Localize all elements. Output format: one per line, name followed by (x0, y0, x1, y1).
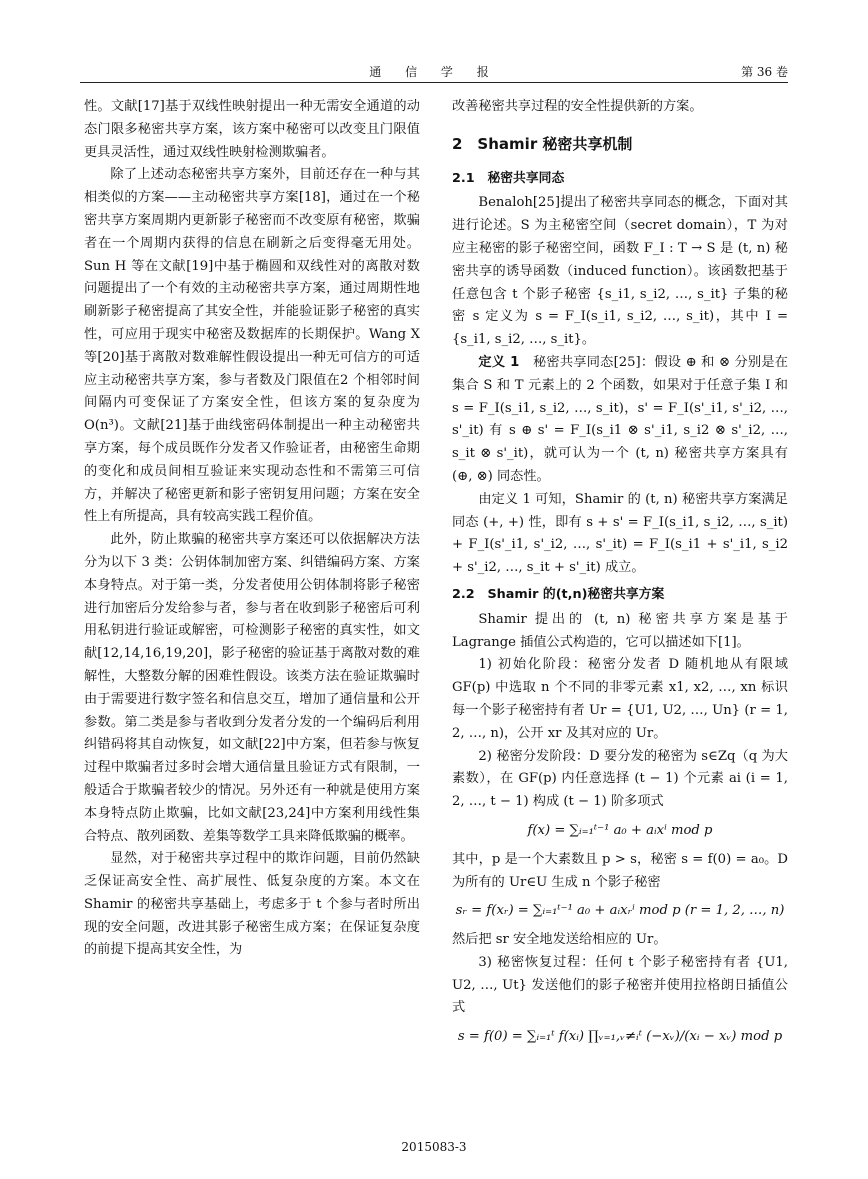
definition-text: 秘密共享同态[25]：假设 ⊕ 和 ⊗ 分别是在集合 S 和 T 元素上的 2 个函数，如果对于任意子集 I 和 s = F_I(s_i1, s_i2, …, s_it)，s' = F_I(s'_i1, s'_i2, …, s'_it) 有 s ⊕ s' = F_I(s_i1 ⊗ s'_i1, s_i2 ⊗ s'_i2, …, s_it ⊗ s'_it)，就可认为一个 (t, n) 秘密共享方案具有 (⊕, ⊗) 同态性。 (452, 354, 788, 484)
paragraph: 3) 秘密恢复过程：任何 t 个影子秘密持有者 {U1, U2, …, Ut} 发送他们的影子秘密并使用拉格朗日插值公式 (452, 954, 788, 1016)
paragraph: 此外，防止欺骗的秘密共享方案还可以依据解决方法分为以下 3 类：公钥体制加密方案、纠错编码方案、方案本身特点。对于第一类，分发者使用公钥体制将影子秘密进行加密后分发给参与者，参与者在收到影子秘密后可利用私钥进行验证或解密，可检测影子秘密的真实性，如文献[12,14,16,19,20]，影子秘密的验证基于离散对数的难解性，大整数分解的困难性假设。该类方法在验证欺骗时由于需要进行数字签名和信息交互，增加了通信量和公开参数。第二类是参与者收到分发者分发的一个编码后利用纠错码将其自动恢复，如文献[22]中方案，但若参与恢复过程中欺骗者过多时会增大通信量且验证方式有限制，一般适合于欺骗者较少的情况。另外还有一种就是使用方案本身特点防止欺骗，比如文献[23,24]中方案利用线性集合特点、散列函数、差集等数学工具来降低欺骗的概率。 (84, 532, 420, 844)
paragraph: 其中，p 是一个大素数且 p > s，秘密 s = f(0) = a₀。D 为所有的 Ur∈U 生成 n 个影子秘密 (452, 851, 788, 890)
journal-name: 通 信 学 报 (369, 65, 499, 79)
page-header (80, 60, 788, 83)
equation: sᵣ = f(xᵣ) = ∑ᵢ₌₁ᵗ⁻¹ a₀ + aᵢxᵣⁱ mod p (r = 1, 2, …, n) (455, 903, 785, 919)
left-column (84, 96, 420, 962)
paragraph: 改善秘密共享过程的安全性提供新的方案。 (452, 99, 703, 114)
volume-label: 第 36 卷 (741, 65, 788, 79)
paragraph: 1) 初始化阶段：秘密分发者 D 随机地从有限域 GF(p) 中选取 n 个不同的非零元素 x1, x2, …, xn 标识每一个影子秘密持有者 Ur = {U1, U2, …, Un} (r = 1, 2, …, n)，公开 xr 及其对应的 Ur。 (452, 657, 788, 741)
equation: s = f(0) = ∑ᵢ₌₁ᵗ f(xᵢ) ∏ᵥ₌₁,ᵥ≠ᵢᵗ (−xᵥ)/(xᵢ − xᵥ) mod p (457, 1029, 783, 1045)
definition (452, 352, 788, 489)
paragraph: 显然，对于秘密共享过程中的欺诈问题，目前仍然缺乏保证高安全性、高扩展性、低复杂度的方案。本文在 Shamir 的秘密共享基础上，考虑多于 t 个参与者时所出现的安全问题，改进其影子秘密生成方案；在保证复杂度的前提下提高其安全性，为 (84, 851, 420, 958)
subsection-heading: 2.2 Shamir 的(t,n)秘密共享方案 (452, 586, 665, 602)
section-heading: 2 Shamir 秘密共享机制 (452, 134, 633, 153)
paragraph: 性。文献[17]基于双线性映射提出一种无需安全通道的动态门限多秘密共享方案，该方案中秘密可以改变且门限值更具灵活性，通过双线性映射检测欺骗者。 (84, 99, 420, 160)
paragraph: Shamir 提出的 (t, n) 秘密共享方案是基于 Lagrange 插值公式构造的，它可以描述如下[1]。 (452, 611, 788, 650)
paragraph: 2) 秘密分发阶段：D 要分发的秘密为 s∈Zq（q 为大素数），在 GF(p) 内任意选择 (t − 1) 个元素 ai (i = 1, 2, …, t − 1) 构成 (t − 1) 阶多项式 (452, 748, 788, 810)
equation: f(x) = ∑ᵢ₌₁ᵗ⁻¹ a₀ + aᵢxⁱ mod p (527, 822, 713, 838)
paragraph: 然后把 sr 安全地发送给相应的 Ur。 (452, 932, 667, 948)
paragraph: 由定义 1 可知，Shamir 的 (t, n) 秘密共享方案满足同态 (+, +) 性，即有 s + s' = F_I(s_i1, s_i2, …, s_it) + F_I(s'_i1, s'_i2, …, s'_it) = F_I(s_i1 + s'_i1, s_i2 + s'_i2, …, s_it + s'_it) 成立。 (452, 491, 788, 576)
right-column (452, 96, 788, 1055)
definition-label: 定义 1 (478, 354, 520, 370)
paragraph: Benaloh[25]提出了秘密共享同态的概念，下面对其进行论述。S 为主秘密空间（secret domain），T 为对应主秘密的影子秘密空间，函数 F_I : T → S 是 (t, n) 秘密共享的诱导函数（induced function）。该函数把基于任意包含 t 个影子秘密 {s_i1, s_i2, …, s_it} 子集的秘密 s 定义为 s = F_I(s_i1, s_i2, …, s_it)，其中 I = {s_i1, s_i2, …, s_it}。 (452, 195, 788, 348)
subsection-heading: 2.1 秘密共享同态 (452, 170, 565, 186)
paragraph: 除了上述动态秘密共享方案外，目前还存在一种与其相类似的方案——主动秘密共享方案[18]，通过在一个秘密共享方案周期内更新影子秘密而不改变原有秘密，欺骗者在一个周期内获得的信息在刷新之后变得毫无用处。Sun H 等在文献[19]中基于椭圆和双线性对的离散对数问题提出了一个有效的主动秘密共享方案，通过周期性地刷新影子秘密提高了其安全性，并能验证影子秘密的真实性，可应用于现实中秘密及数据库的长期保护。Wang X等[20]基于离散对数难解性假设提出一种无可信方的可适应主动秘密共享方案，参与者数及门限值在2 个相邻时间间隔内可变保证了方案安全性，但该方案的复杂度为 O(n³)。文献[21]基于曲线密码体制提出一种主动秘密共享方案，每个成员既作分发者又作验证者，由秘密生命期的变化和成员间相互验证来实现动态性和不需第三可信方，并解决了秘密更新和影子密钥复用问题；方案在安全性上有所提高，具有较高实践工程价值。 (84, 167, 420, 525)
page-footer: 2015083-3 (401, 1140, 467, 1154)
